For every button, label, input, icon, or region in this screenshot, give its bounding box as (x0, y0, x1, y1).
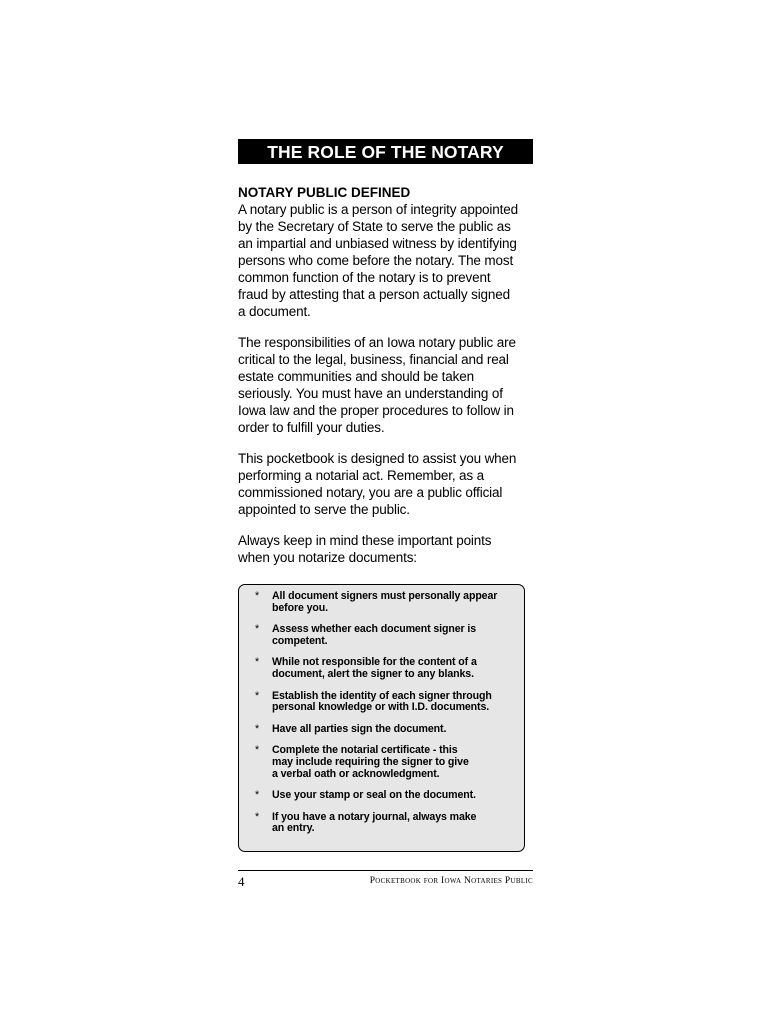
list-item-line: Have all parties sign the document. (272, 722, 447, 735)
asterisk-bullet-icon: * (255, 744, 260, 757)
asterisk-bullet-icon: * (255, 810, 260, 823)
footer-book-title: Pocketbook for Iowa Notaries Public (369, 876, 533, 886)
paragraph (238, 334, 533, 436)
section-heading: NOTARY PUBLIC DEFINED (238, 185, 411, 200)
paragraph-line: seriously. You must have an understanding of (238, 386, 503, 401)
list-item-line: Use your stamp or seal on the document. (272, 789, 476, 802)
list-item-line: Assess whether each document signer is (272, 623, 477, 636)
list-item-line: an entry. (272, 822, 315, 835)
list-item (255, 812, 516, 835)
paragraph-line: A notary public is a person of integrity appointed (238, 202, 518, 217)
paragraph-line: an impartial and unbiased witness by identifying (238, 236, 517, 251)
important-points-box (238, 584, 525, 852)
asterisk-bullet-icon: * (255, 789, 260, 802)
list-item-line: Establish the identity of each signer through (272, 689, 492, 702)
paragraph-line: appointed to serve the public. (238, 502, 410, 517)
paragraph (238, 201, 533, 320)
paragraph-line: persons who come before the notary. The most (238, 253, 514, 268)
list-item-line: While not responsible for the content of a (272, 656, 477, 669)
paragraph-line: The responsibilities of an Iowa notary public are (238, 335, 516, 350)
list-item-line: If you have a notary journal, always make (272, 810, 477, 823)
paragraph-line: common function of the notary is to prevent (238, 270, 491, 285)
list-item (255, 591, 516, 614)
paragraph-line: by the Secretary of State to serve the public as (238, 219, 511, 234)
paragraph-line: when you notarize documents: (238, 550, 417, 565)
body-text (238, 201, 533, 566)
paragraph-line: a document. (238, 304, 311, 319)
list-item-line: personal knowledge or with I.D. documents. (272, 701, 490, 714)
paragraph-line: performing a notarial act. Remember, as a (238, 468, 484, 483)
list-item (255, 657, 516, 680)
asterisk-bullet-icon: * (255, 590, 260, 602)
list-item (255, 790, 516, 802)
paragraph (238, 532, 533, 566)
page-title: THE ROLE OF THE NOTARY (238, 139, 533, 164)
page-footer (238, 870, 533, 889)
paragraph-line: estate communities and should be taken (238, 369, 474, 384)
paragraph-line: Iowa law and the proper procedures to follow in (238, 403, 514, 418)
list-item (255, 624, 516, 647)
list-item (255, 691, 516, 714)
list-item-line: before you. (272, 601, 328, 614)
list-item (255, 745, 516, 780)
paragraph-line: order to fulfill your duties. (238, 420, 385, 435)
list-item-line: competent. (272, 634, 328, 647)
paragraph-line: Always keep in mind these important points (238, 533, 492, 548)
asterisk-bullet-icon: * (255, 656, 260, 669)
asterisk-bullet-icon: * (255, 623, 260, 636)
paragraph-line: This pocketbook is designed to assist you when (238, 451, 517, 466)
paragraph (238, 450, 533, 518)
list-item-line: All document signers must personally appear (272, 590, 498, 602)
list-item-line: document, alert the signer to any blanks. (272, 667, 474, 680)
list-item-line: may include requiring the signer to give (272, 755, 469, 768)
document-page (238, 139, 533, 889)
asterisk-bullet-icon: * (255, 722, 260, 735)
list-item (255, 724, 516, 736)
list-item-line: a verbal oath or acknowledgment. (272, 767, 440, 780)
paragraph-line: commissioned notary, you are a public official (238, 485, 503, 500)
list-item-line: Complete the notarial certificate - this (272, 744, 458, 757)
paragraph-line: critical to the legal, business, financial and real (238, 352, 509, 367)
asterisk-bullet-icon: * (255, 689, 260, 702)
paragraph-line: fraud by attesting that a person actually signed (238, 287, 510, 302)
page-number: 4 (238, 874, 245, 889)
